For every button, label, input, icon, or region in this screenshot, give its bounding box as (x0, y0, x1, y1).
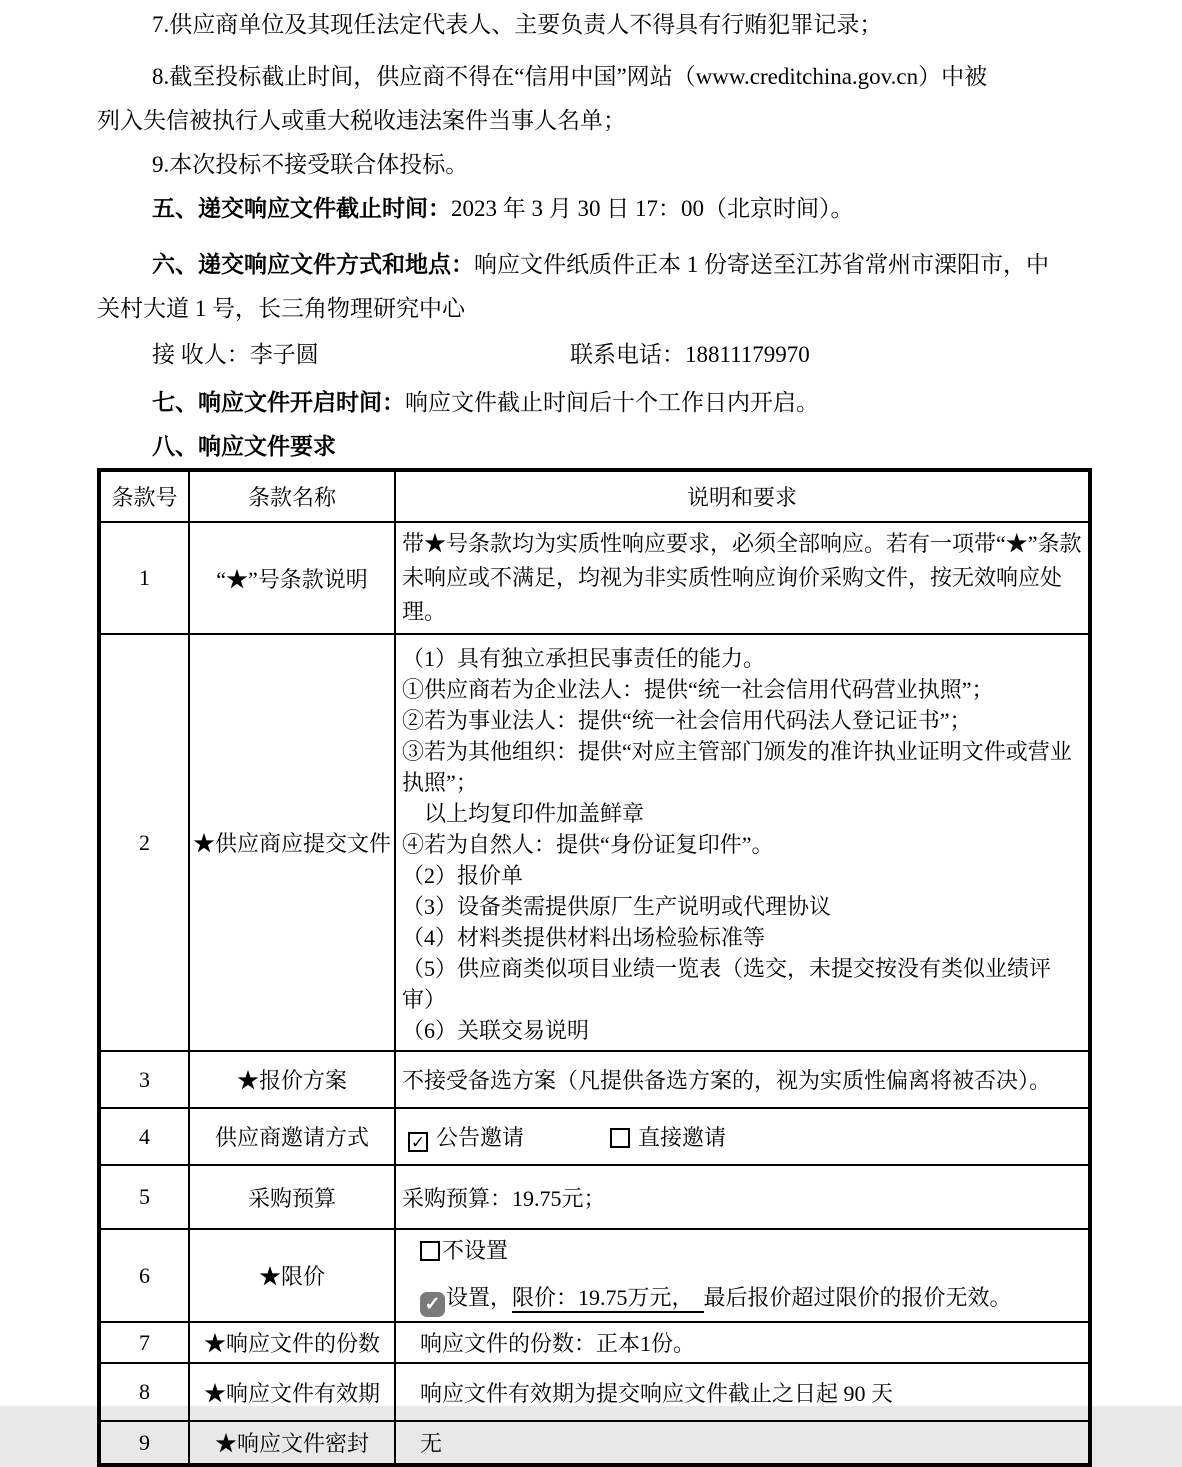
row2-desc-line: ④若为自然人：提供“身份证复印件”。 (402, 832, 774, 857)
row9-name: ★响应文件密封 (189, 1421, 395, 1465)
row7-no: 7 (99, 1322, 189, 1363)
paragraph-7: 7.供应商单位及其现任法定代表人、主要负责人不得具有行贿犯罪记录； (152, 12, 883, 37)
row2-desc-line: （4）材料类提供材料出场检验标准等 (402, 925, 766, 950)
checkbox-checked-gray-icon: ✓ (420, 1292, 445, 1317)
row8-desc: 响应文件有效期为提交响应文件截止之日起 90 天 (395, 1363, 1090, 1421)
row9-desc: 无 (395, 1421, 1090, 1465)
section-7-value: 响应文件截止时间后十个工作日内开启。 (405, 390, 819, 415)
table-row-8 (99, 1363, 1090, 1421)
section-5-label: 五、递交响应文件截止时间： (152, 196, 451, 221)
table-row-5 (99, 1165, 1090, 1229)
section-6-line1 (152, 250, 1049, 280)
contact-line (152, 340, 1088, 370)
contact-phone: 联系电话：18811179970 (570, 342, 810, 367)
row2-desc-line: （5）供应商类似项目业绩一览表（选交，未提交按没有类似业绩评审） (402, 956, 1052, 1012)
checkbox-checked-icon: ✓ (408, 1132, 428, 1152)
section-6-label: 六、递交响应文件方式和地点： (152, 252, 474, 277)
row1-desc: 带★号条款均为实质性响应要求，必须全部响应。若有一项带“★”条款未响应或不满足，均视为非实质性响应询价采购文件，按无效响应处理。 (395, 522, 1090, 634)
response-requirements-table (97, 468, 1092, 1467)
row6-limit-underlined: 限价：19.75万元， (512, 1285, 704, 1313)
row4-option-unchecked: 直接邀请 (638, 1125, 727, 1150)
checkbox-empty-icon (420, 1241, 440, 1261)
table-row-6 (99, 1229, 1090, 1322)
row5-no: 5 (99, 1165, 189, 1229)
row6-line2-prefix: 设置， (446, 1285, 513, 1310)
col-header-clause-name: 条款名称 (189, 470, 395, 522)
row7-name: ★响应文件的份数 (189, 1322, 395, 1363)
table-row-3 (99, 1051, 1090, 1108)
section-6-line2: 关村大道 1 号，长三角物理研究中心 (97, 296, 465, 321)
row4-desc (395, 1108, 1090, 1165)
paragraph-8-line1: 8.截至投标截止时间，供应商不得在“信用中国”网站（www.creditchina.gov.cn）中被 (152, 64, 988, 89)
row2-desc-line: ①供应商若为企业法人：提供“统一社会信用代码营业执照”； (402, 677, 994, 702)
row3-desc: 不接受备选方案（凡提供备选方案的，视为实质性偏离将被否决）。 (395, 1051, 1090, 1108)
paragraph-9: 9.本次投标不接受联合体投标。 (152, 152, 469, 177)
section-6-value-line1: 响应文件纸质件正本 1 份寄送至江苏省常州市溧阳市，中 (474, 252, 1049, 277)
row3-name: ★报价方案 (189, 1051, 395, 1108)
row6-desc (395, 1229, 1090, 1322)
row6-line1 (420, 1234, 1082, 1265)
row5-desc: 采购预算：19.75元； (395, 1165, 1090, 1229)
row6-line1-text: 不设置 (442, 1238, 509, 1263)
row1-name: “★”号条款说明 (189, 522, 395, 634)
row6-line2 (420, 1281, 1082, 1317)
row2-desc-line: （3）设备类需提供原厂生产说明或代理协议 (402, 894, 832, 919)
row2-desc-line: （2）报价单 (402, 863, 524, 888)
row2-desc-line: 以上均复印件加盖鲜章 (402, 801, 645, 826)
table-row-9 (99, 1421, 1090, 1465)
section-8-title: 八、响应文件要求 (152, 434, 336, 459)
row2-name: ★供应商应提交文件 (189, 634, 395, 1051)
row6-name: ★限价 (189, 1229, 395, 1322)
row4-name: 供应商邀请方式 (189, 1108, 395, 1165)
table-row-2 (99, 634, 1090, 1051)
paragraph-8-line2: 列入失信被执行人或重大税收违法案件当事人名单； (97, 108, 626, 133)
table-header-row (99, 470, 1090, 522)
row2-desc-line: （6）关联交易说明 (402, 1018, 590, 1043)
section-7 (152, 388, 819, 418)
row4-option-checked: 公告邀请 (436, 1125, 525, 1150)
row5-name: 采购预算 (189, 1165, 395, 1229)
checkbox-empty-icon (610, 1128, 630, 1148)
row7-desc: 响应文件的份数：正本1份。 (395, 1322, 1090, 1363)
table-row-7 (99, 1322, 1090, 1363)
table-row-4 (99, 1108, 1090, 1165)
row2-no: 2 (99, 634, 189, 1051)
row2-desc (395, 634, 1090, 1051)
row8-no: 8 (99, 1363, 189, 1421)
row2-desc-line: （1）具有独立承担民事责任的能力。 (402, 646, 766, 671)
row8-name: ★响应文件有效期 (189, 1363, 395, 1421)
section-7-label: 七、响应文件开启时间： (152, 390, 405, 415)
row9-no: 9 (99, 1421, 189, 1465)
section-5-value: 2023 年 3 月 30 日 17：00（北京时间）。 (451, 196, 854, 221)
col-header-clause-no: 条款号 (99, 470, 189, 522)
contact-name: 接 收人：李子圆 (152, 342, 319, 367)
row1-no: 1 (99, 522, 189, 634)
row4-no: 4 (99, 1108, 189, 1165)
row3-no: 3 (99, 1051, 189, 1108)
col-header-description: 说明和要求 (395, 470, 1090, 522)
table-row-1 (99, 522, 1090, 634)
row6-no: 6 (99, 1229, 189, 1322)
section-5 (152, 194, 854, 224)
row2-desc-line: ②若为事业法人：提供“统一社会信用代码法人登记证书”； (402, 708, 972, 733)
row6-line2-suffix: 最后报价超过限价的报价无效。 (703, 1285, 1012, 1310)
row2-desc-line: ③若为其他组织：提供“对应主管部门颁发的准许执业证明文件或营业执照”； (402, 739, 1072, 795)
